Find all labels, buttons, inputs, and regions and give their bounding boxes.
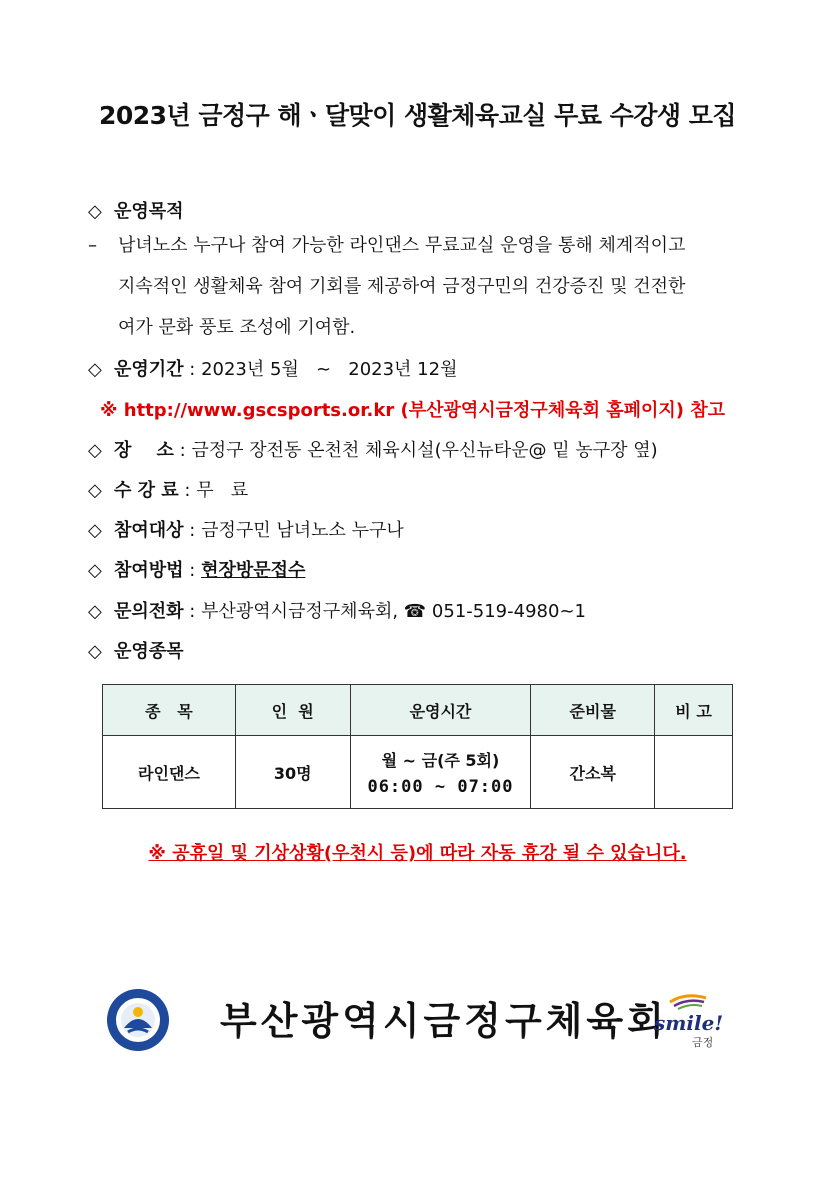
table-header: 준비물 (531, 685, 655, 736)
dash-icon: – (88, 235, 97, 256)
fee-label: 수 강 료 (114, 480, 179, 501)
note-cell (655, 736, 733, 809)
purpose-line-1: 남녀노소 누구나 참여 가능한 라인댄스 무료교실 운영을 통해 체계적이고 (118, 235, 686, 256)
period-line: ◇ 운영기간 : 2023년 5월 ~ 2023년 12월 (88, 359, 458, 380)
program-label: 운영종목 (114, 641, 184, 662)
purpose-line-3: 여가 문화 풍토 조성에 기여함. (118, 317, 356, 338)
purpose-paragraph (88, 232, 768, 355)
table-header: 인 원 (235, 685, 350, 736)
method-label: 참여방법 (114, 560, 184, 581)
page-title: 2023년 금정구 해ㆍ달맞이 생활체육교실 무료 수강생 모집 (98, 101, 737, 130)
period-value: 2023년 5월 ~ 2023년 12월 (201, 359, 458, 380)
holiday-notice: ※ 공휴일 및 기상상황(우천시 등)에 따라 자동 휴강 될 수 있습니다. (148, 843, 687, 864)
reference-note[interactable]: ※ http://www.gscsports.or.kr (부산광역시금정구체육회 홈페이지) 참고 (100, 400, 726, 421)
table-header: 종 목 (103, 685, 236, 736)
method-value: 현장방문접수 (201, 560, 306, 581)
contact-label: 문의전화 (114, 601, 184, 622)
diamond-bullet-icon: ◇ (88, 440, 102, 461)
target-value: 금정구민 남녀노소 누구나 (201, 520, 404, 541)
time-hours: 06:00 ~ 07:00 (367, 776, 514, 797)
organization-name: 부산광역시금정구체육회 (220, 999, 668, 1043)
diamond-bullet-icon: ◇ (88, 520, 102, 541)
smile-geumjeong-logo-icon (648, 992, 728, 1050)
contact-line: ◇ 문의전화 : 부산광역시금정구체육회, ☎ 051-519-4980~1 (88, 601, 586, 622)
diamond-bullet-icon: ◇ (88, 201, 102, 222)
sports-council-emblem-icon (106, 988, 170, 1052)
fee-value: 무 료 (196, 480, 249, 501)
diamond-bullet-icon: ◇ (88, 480, 102, 501)
diamond-bullet-icon: ◇ (88, 560, 102, 581)
event-cell: 라인댄스 (103, 736, 236, 809)
period-label: 운영기간 (114, 359, 184, 380)
diamond-bullet-icon: ◇ (88, 601, 102, 622)
target-line: ◇ 참여대상 : 금정구민 남녀노소 누구나 (88, 520, 404, 541)
people-cell: 30명 (235, 736, 350, 809)
time-cell (350, 736, 531, 809)
table-header: 비 고 (655, 685, 733, 736)
target-label: 참여대상 (114, 520, 184, 541)
purpose-line-2: 지속적인 생활체육 참여 기회를 제공하여 금정구민의 건강증진 및 건전한 (118, 276, 686, 297)
time-days: 월 ~ 금(주 5회) (381, 750, 500, 770)
place-label: 장 소 (114, 440, 174, 461)
smile-text: smile! (654, 1011, 724, 1035)
items-cell: 간소복 (531, 736, 655, 809)
schedule-table (102, 684, 733, 809)
purpose-label: 운영목적 (114, 201, 184, 222)
table-header: 운영시간 (350, 685, 531, 736)
place-line: ◇ 장 소 : 금정구 장전동 온천천 체육시설(우신뉴타운@ 밑 농구장 옆) (88, 440, 658, 461)
table-row (103, 736, 733, 809)
contact-value: 부산광역시금정구체육회, ☎ 051-519-4980~1 (201, 601, 586, 622)
purpose-heading (88, 197, 184, 223)
place-value: 금정구 장전동 온천천 체육시설(우신뉴타운@ 밑 농구장 옆) (191, 440, 658, 461)
diamond-bullet-icon: ◇ (88, 359, 102, 380)
table-header-row (103, 685, 733, 736)
method-line: ◇ 참여방법 : 현장방문접수 (88, 560, 306, 581)
fee-line: ◇ 수 강 료 : 무 료 (88, 480, 249, 501)
smile-sub-text: 금정 (692, 1036, 714, 1049)
program-heading (88, 637, 184, 663)
diamond-bullet-icon: ◇ (88, 641, 102, 662)
